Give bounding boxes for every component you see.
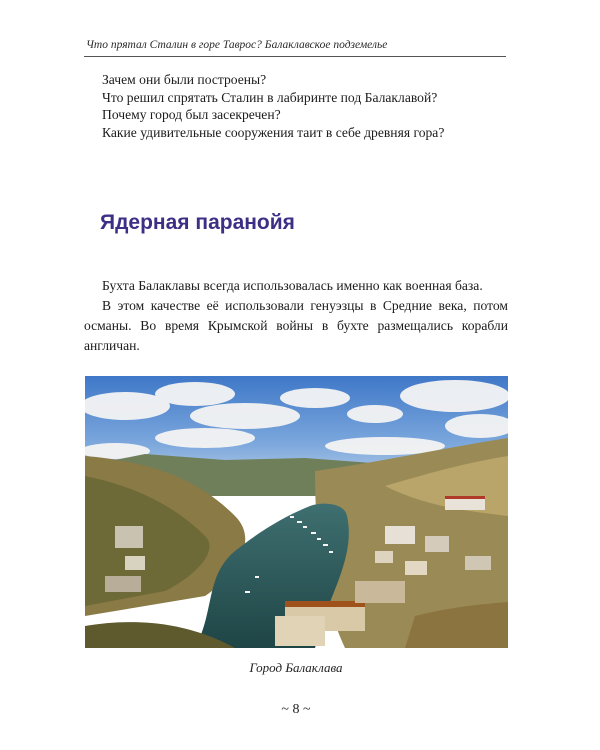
section-heading: Ядерная паранойя <box>100 211 295 234</box>
header-rule <box>84 56 506 57</box>
running-header: Что прятал Сталин в горе Таврос? Балаклавское подземелье <box>86 39 388 51</box>
paragraph: Бухта Балаклавы всегда использовалась именно как военная база. <box>102 278 483 293</box>
balaklava-photo <box>85 376 508 648</box>
question-item: Что решил спрятать Сталин в лабиринте под Балаклавой? <box>102 89 438 105</box>
figure-caption: Город Балаклава <box>249 660 343 675</box>
body-text <box>84 276 508 356</box>
paragraph: В этом качестве её использовали генуэзцы в Средние века, потом османы. Во время Крымской войны в бухте размещались корабли англичан. <box>84 298 508 353</box>
question-item: Почему город был засекречен? <box>102 107 281 123</box>
question-list <box>102 71 512 141</box>
bay-landscape-image <box>85 376 508 648</box>
page-number: ~ 8 ~ <box>281 702 311 717</box>
question-item: Какие удивительные сооружения таит в себе древняя гора? <box>102 124 445 140</box>
question-item: Зачем они были построены? <box>102 72 267 87</box>
